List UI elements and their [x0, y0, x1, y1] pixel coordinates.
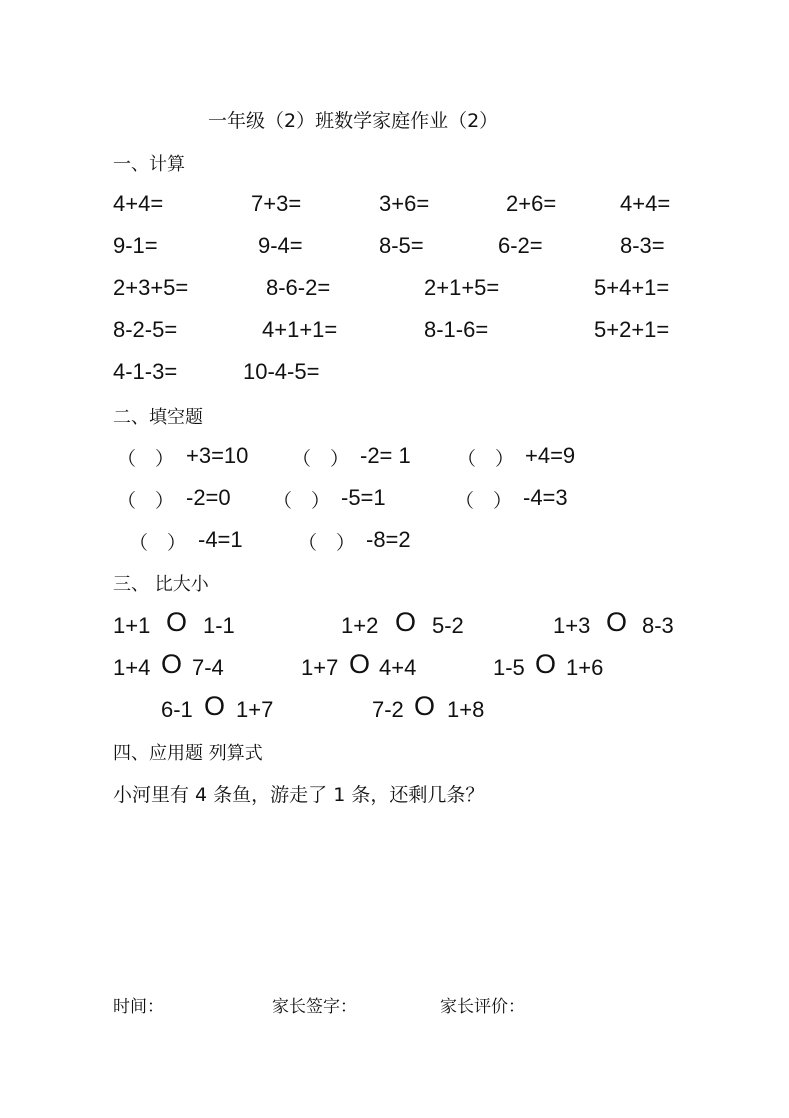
compare-circle: O — [395, 607, 417, 637]
compare-circle: O — [414, 691, 436, 721]
compare-left: 7-2 — [372, 697, 404, 722]
compare-left: 1+2 — [341, 613, 379, 638]
fill-item: -2= 1 — [360, 443, 411, 468]
compare-left: 1+4 — [113, 655, 151, 680]
compare-right: 7-4 — [192, 655, 224, 680]
footer-sign-label: 家长签字： — [272, 997, 357, 1017]
calc-item: 4-1-3= — [113, 359, 178, 384]
calc-item: 7+3= — [251, 191, 302, 216]
calc-item: 4+1+1= — [262, 317, 338, 342]
calc-item: 8-1-6= — [424, 317, 489, 342]
blank-parentheses: （ ） — [457, 448, 515, 470]
compare-left: 1-5 — [493, 655, 525, 680]
compare-circle: O — [161, 649, 183, 679]
calc-item: 9-1= — [113, 233, 158, 258]
calc-item: 8-2-5= — [113, 317, 178, 342]
calc-item: 2+1+5= — [424, 275, 500, 300]
compare-left: 1+7 — [301, 655, 339, 680]
calc-item: 5+4+1= — [594, 275, 670, 300]
calc-item: 6-2= — [498, 233, 543, 258]
fill-item: -4=3 — [523, 485, 568, 510]
blank-parentheses: （ ） — [298, 532, 356, 554]
compare-right: 1+6 — [566, 655, 604, 680]
calc-item: 4+4= — [620, 191, 671, 216]
fill-item: -4=1 — [198, 527, 243, 552]
fill-item: +4=9 — [525, 443, 576, 468]
compare-right: 5-2 — [432, 613, 464, 638]
calc-item: 9-4= — [258, 233, 303, 258]
page-title: 一年级（2）班数学家庭作业（2） — [208, 110, 499, 132]
blank-parentheses: （ ） — [117, 448, 175, 470]
fill-item: -5=1 — [341, 485, 386, 510]
calc-item: 2+3+5= — [113, 275, 189, 300]
footer-eval-label: 家长评价： — [440, 997, 525, 1017]
blank-parentheses: （ ） — [292, 448, 350, 470]
compare-left: 1+3 — [553, 613, 591, 638]
section-compare-heading: 三、 比大小 — [113, 574, 209, 595]
footer-time-label: 时间： — [113, 997, 164, 1017]
calc-item: 4+4= — [113, 191, 164, 216]
calc-item: 10-4-5= — [243, 359, 320, 384]
fill-item: +3=10 — [186, 443, 249, 468]
blank-parentheses: （ ） — [129, 532, 187, 554]
compare-right: 4+4 — [379, 655, 417, 680]
compare-right: 1+7 — [236, 697, 274, 722]
compare-circle: O — [606, 607, 628, 637]
compare-left: 1+1 — [113, 613, 151, 638]
compare-circle: O — [535, 649, 557, 679]
compare-circle: O — [166, 607, 188, 637]
blank-parentheses: （ ） — [455, 490, 513, 512]
compare-right: 1-1 — [203, 613, 235, 638]
calc-item: 5+2+1= — [594, 317, 670, 342]
fill-item: -8=2 — [366, 527, 411, 552]
calc-item: 2+6= — [506, 191, 557, 216]
compare-left: 6-1 — [161, 697, 193, 722]
word-problem-question: 小河里有 4 条鱼，游走了 1 条，还剩几条？ — [113, 784, 485, 806]
calc-item: 8-5= — [379, 233, 424, 258]
compare-circle: O — [204, 691, 226, 721]
section-fill-heading: 二、填空题 — [113, 407, 203, 428]
fill-item: -2=0 — [186, 485, 231, 510]
blank-parentheses: （ ） — [273, 490, 331, 512]
compare-right: 1+8 — [447, 697, 485, 722]
calc-item: 3+6= — [379, 191, 430, 216]
section-word-heading: 四、应用题 列算式 — [113, 743, 263, 764]
section-calc-heading: 一、计算 — [113, 154, 185, 175]
compare-circle: O — [349, 649, 371, 679]
calc-item: 8-6-2= — [266, 275, 331, 300]
blank-parentheses: （ ） — [117, 490, 175, 512]
compare-right: 8-3 — [642, 613, 674, 638]
calc-item: 8-3= — [620, 233, 665, 258]
